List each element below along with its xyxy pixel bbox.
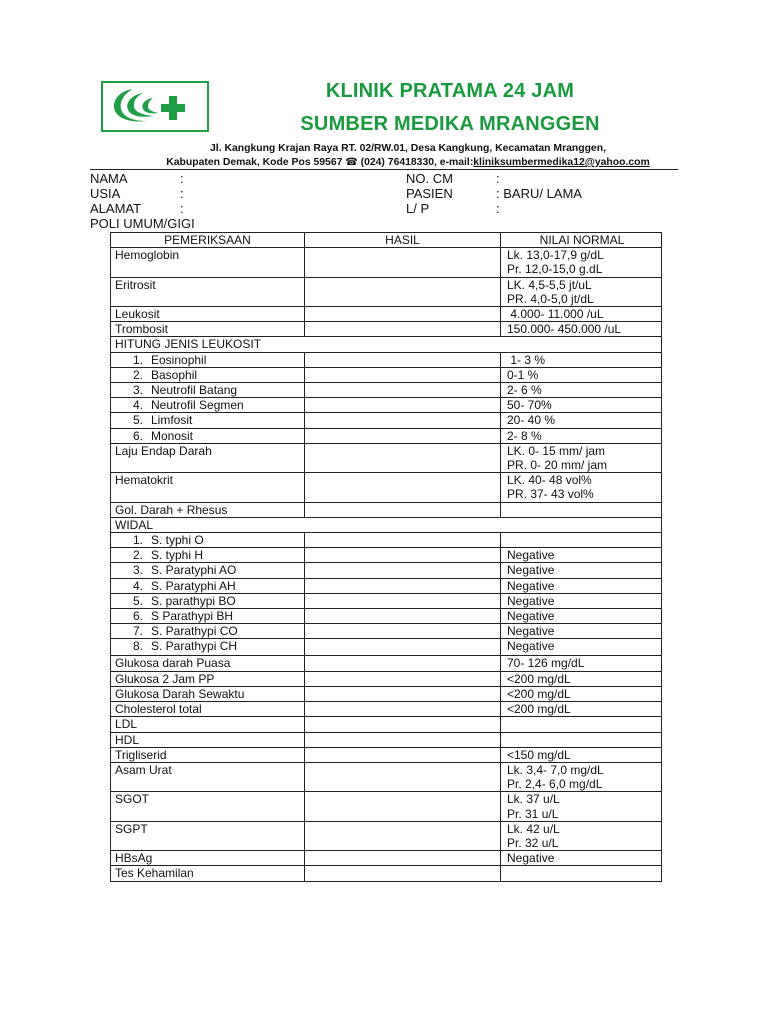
alamat-label: ALAMAT	[90, 201, 142, 216]
nocm-label: NO. CM	[406, 171, 453, 186]
item-number: 4.	[132, 578, 143, 593]
exam-name-cell	[111, 517, 662, 532]
exam-name-cell	[111, 443, 305, 472]
column-header: HASIL	[305, 233, 501, 248]
normal-value-cell	[501, 732, 662, 747]
pasien-value: : BARU/ LAMA	[496, 186, 582, 201]
normal-value-cell	[501, 821, 662, 850]
normal-value-cell	[501, 762, 662, 791]
result-cell[interactable]	[305, 307, 501, 322]
result-cell[interactable]	[305, 352, 501, 367]
table-row	[111, 732, 662, 747]
exam-name: Glukosa 2 Jam PP	[115, 671, 215, 686]
normal-value: 150.000- 450.000 /uL	[507, 322, 622, 337]
table-row	[111, 473, 662, 502]
table-row	[111, 352, 662, 367]
normal-value: Lk. 37 u/L	[507, 792, 560, 807]
result-cell[interactable]	[305, 624, 501, 639]
exam-name-cell	[111, 656, 305, 671]
exam-name-cell	[111, 367, 305, 382]
result-cell[interactable]	[305, 686, 501, 701]
normal-value: Lk. 13,0-17,9 g/dL	[507, 248, 604, 263]
exam-name: Laju Endap Darah	[115, 443, 212, 458]
exam-name: S. typhi H	[151, 548, 204, 563]
clinic-logo-icon	[103, 83, 207, 130]
exam-name: Monosit	[151, 428, 194, 443]
normal-value: Negative	[507, 593, 555, 608]
exam-name: Limfosit	[151, 413, 193, 428]
normal-value: Negative	[507, 563, 555, 578]
exam-name: Hematokrit	[115, 473, 174, 488]
pasien-label: PASIEN	[406, 186, 453, 201]
exam-name-cell	[111, 821, 305, 850]
nocm-colon: :	[496, 171, 500, 186]
exam-name: S. parathypi BO	[151, 593, 236, 608]
nama-label: NAMA	[90, 171, 128, 186]
result-cell[interactable]	[305, 717, 501, 732]
exam-name-cell	[111, 866, 305, 881]
normal-value-cell	[501, 578, 662, 593]
table-row	[111, 624, 662, 639]
lp-label: L/ P	[406, 201, 430, 216]
exam-name-cell	[111, 702, 305, 717]
table-row	[111, 717, 662, 732]
result-cell[interactable]	[305, 398, 501, 413]
table-row	[111, 533, 662, 548]
nama-colon: :	[180, 171, 184, 186]
table-row	[111, 747, 662, 762]
exam-name-cell	[111, 352, 305, 367]
item-number: 5.	[132, 593, 143, 608]
address-text: Kabupaten Demak, Kode Pos 59567	[166, 157, 343, 168]
result-cell[interactable]	[305, 702, 501, 717]
exam-name: SGPT	[115, 821, 148, 836]
exam-name: Neutrofil Segmen	[151, 398, 244, 413]
exam-name: HITUNG JENIS LEUKOSIT	[115, 337, 262, 352]
exam-name-cell	[111, 533, 305, 548]
normal-value: 1- 3 %	[507, 352, 546, 367]
table-row	[111, 383, 662, 398]
exam-name: WIDAL	[115, 517, 154, 532]
result-cell[interactable]	[305, 277, 501, 306]
column-header: PEMERIKSAAN	[111, 233, 305, 248]
normal-value-cell	[501, 443, 662, 472]
exam-name: LDL	[115, 717, 138, 732]
table-row	[111, 702, 662, 717]
result-cell[interactable]	[305, 732, 501, 747]
result-cell[interactable]	[305, 413, 501, 428]
email-link[interactable]: kliniksumbermedika12@yahoo.com	[473, 157, 650, 168]
table-row	[111, 656, 662, 671]
exam-name-cell	[111, 413, 305, 428]
normal-value-cell	[501, 307, 662, 322]
result-cell[interactable]	[305, 248, 501, 277]
normal-value-cell	[501, 656, 662, 671]
item-number: 3.	[132, 563, 143, 578]
normal-value-cell	[501, 686, 662, 701]
exam-name-cell	[111, 473, 305, 502]
normal-value: Pr. 12,0-15,0 g.dL	[507, 262, 603, 277]
clinic-logo	[101, 81, 209, 132]
normal-value-cell	[501, 548, 662, 563]
table-row	[111, 337, 662, 352]
normal-value	[507, 503, 657, 517]
exam-name: Eosinophil	[151, 352, 207, 367]
normal-value-cell	[501, 671, 662, 686]
exam-name: S. typhi O	[151, 533, 204, 548]
item-number: 6.	[132, 428, 143, 443]
normal-value	[507, 866, 657, 880]
item-number: 2.	[132, 548, 143, 563]
item-number: 4.	[132, 398, 143, 413]
table-row	[111, 686, 662, 701]
normal-value-cell	[501, 473, 662, 502]
address-line2	[88, 157, 728, 168]
exam-name: Basophil	[151, 367, 198, 382]
normal-value-cell	[501, 248, 662, 277]
normal-value-cell	[501, 866, 662, 881]
table-row	[111, 248, 662, 277]
normal-value-cell	[501, 352, 662, 367]
lp-colon: :	[496, 201, 500, 216]
exam-name-cell	[111, 322, 305, 337]
exam-name-cell	[111, 502, 305, 517]
exam-name: Cholesterol total	[115, 702, 202, 717]
table-row	[111, 502, 662, 517]
item-number: 6.	[132, 609, 143, 624]
exam-name-cell	[111, 609, 305, 624]
exam-name-cell	[111, 639, 305, 656]
table-row	[111, 639, 662, 656]
normal-value: <200 mg/dL	[507, 702, 571, 717]
item-number: 1.	[132, 533, 143, 548]
exam-name: Glukosa darah Puasa	[115, 656, 231, 671]
normal-value: <200 mg/dL	[507, 671, 571, 686]
table-row	[111, 671, 662, 686]
normal-value: Pr. 2,4- 6,0 mg/dL	[507, 777, 603, 792]
table-row	[111, 443, 662, 472]
normal-value	[507, 533, 657, 547]
result-cell[interactable]	[305, 502, 501, 517]
table-row	[111, 322, 662, 337]
normal-value: LK. 4,5-5,5 jt/uL	[507, 277, 592, 292]
exam-name-cell	[111, 383, 305, 398]
result-cell[interactable]	[305, 671, 501, 686]
clinic-title-line1: KLINIK PRATAMA 24 JAM	[325, 80, 575, 102]
exam-name: S. Parathypi CO	[151, 624, 238, 639]
normal-value: Negative	[507, 578, 555, 593]
item-number: 2.	[132, 367, 143, 382]
normal-value-cell	[501, 563, 662, 578]
exam-name-cell	[111, 851, 305, 866]
normal-value-cell	[501, 702, 662, 717]
poli-label: POLI UMUM/GIGI	[90, 216, 195, 231]
normal-value-cell	[501, 624, 662, 639]
normal-value: 20- 40 %	[507, 413, 556, 428]
result-cell[interactable]	[305, 443, 501, 472]
result-cell[interactable]	[305, 593, 501, 608]
exam-name-cell	[111, 686, 305, 701]
table-row	[111, 398, 662, 413]
exam-name: Eritrosit	[115, 277, 156, 292]
normal-value-cell	[501, 609, 662, 624]
address-line1: Jl. Kangkung Krajan Raya RT. 02/RW.01, Desa Kangkung, Kecamatan Mranggen,	[210, 143, 606, 154]
table-row	[111, 517, 662, 532]
normal-value: Negative	[507, 609, 555, 624]
exam-name-cell	[111, 717, 305, 732]
column-header: NILAI NORMAL	[501, 233, 662, 248]
exam-name: Trigliserid	[115, 747, 167, 762]
normal-value: Negative	[507, 548, 555, 563]
normal-value-cell	[501, 717, 662, 732]
header-divider	[90, 169, 678, 170]
result-cell[interactable]	[305, 656, 501, 671]
normal-value-cell	[501, 383, 662, 398]
normal-value-cell	[501, 398, 662, 413]
normal-value-cell	[501, 533, 662, 548]
exam-name-cell	[111, 337, 662, 352]
exam-name-cell	[111, 747, 305, 762]
normal-value: 70- 126 mg/dL	[507, 656, 585, 671]
exam-name: Trombosit	[115, 322, 168, 337]
exam-name: Leukosit	[115, 307, 160, 322]
exam-name: Glukosa Darah Sewaktu	[115, 686, 245, 701]
result-cell[interactable]	[305, 428, 501, 443]
table-row	[111, 821, 662, 850]
table-row	[111, 866, 662, 881]
result-cell[interactable]	[305, 821, 501, 850]
exam-name-cell	[111, 792, 305, 821]
result-cell[interactable]	[305, 383, 501, 398]
normal-value: LK. 40- 48 vol%	[507, 473, 592, 488]
normal-value: <200 mg/dL	[507, 686, 571, 701]
result-cell[interactable]	[305, 851, 501, 866]
normal-value: 2- 6 %	[507, 383, 542, 398]
item-number: 8.	[132, 639, 143, 654]
normal-value: 0-1 %	[507, 367, 539, 382]
exam-name: HDL	[115, 732, 140, 747]
clinic-title-line2: SUMBER MEDIKA MRANGGEN	[300, 113, 600, 135]
result-cell[interactable]	[305, 609, 501, 624]
normal-value-cell	[501, 593, 662, 608]
exam-name-cell	[111, 548, 305, 563]
normal-value-cell	[501, 413, 662, 428]
normal-value-cell	[501, 851, 662, 866]
exam-name-cell	[111, 428, 305, 443]
exam-name: Asam Urat	[115, 762, 172, 777]
normal-value: PR. 4,0-5,0 jt/dL	[507, 291, 594, 306]
usia-label: USIA	[90, 186, 121, 201]
normal-value: Negative	[507, 851, 555, 866]
table-row	[111, 428, 662, 443]
normal-value: <150 mg/dL	[507, 747, 571, 762]
item-number: 3.	[132, 383, 143, 398]
exam-name-cell	[111, 624, 305, 639]
exam-name-cell	[111, 762, 305, 791]
exam-name: S Parathypi BH	[151, 609, 234, 624]
phone-icon: ☎	[345, 157, 358, 168]
normal-value-cell	[501, 428, 662, 443]
exam-name: Hemoglobin	[115, 248, 180, 263]
exam-name-cell	[111, 671, 305, 686]
normal-value-cell	[501, 639, 662, 656]
exam-name-cell	[111, 593, 305, 608]
normal-value: Pr. 31 u/L	[507, 806, 559, 821]
result-cell[interactable]	[305, 762, 501, 791]
table-row	[111, 307, 662, 322]
exam-name: HBsAg	[115, 851, 153, 866]
result-cell[interactable]	[305, 639, 501, 656]
exam-name-cell	[111, 277, 305, 306]
normal-value-cell	[501, 792, 662, 821]
normal-value: 2- 8 %	[507, 428, 542, 443]
exam-name-cell	[111, 563, 305, 578]
result-cell[interactable]	[305, 367, 501, 382]
normal-value: Lk. 3,4- 7,0 mg/dL	[507, 762, 604, 777]
result-cell[interactable]	[305, 747, 501, 762]
exam-name-cell	[111, 398, 305, 413]
normal-value: PR. 37- 43 vol%	[507, 487, 594, 502]
usia-colon: :	[180, 186, 184, 201]
table-row	[111, 762, 662, 791]
result-cell[interactable]	[305, 563, 501, 578]
normal-value: Negative	[507, 624, 555, 639]
exam-name: Neutrofil Batang	[151, 383, 238, 398]
normal-value-cell	[501, 502, 662, 517]
normal-value: PR. 0- 20 mm/ jam	[507, 458, 608, 473]
table-row	[111, 578, 662, 593]
result-cell[interactable]	[305, 322, 501, 337]
table-row	[111, 609, 662, 624]
table-row	[111, 413, 662, 428]
table-header-row	[111, 233, 662, 248]
table-row	[111, 851, 662, 866]
table-row	[111, 563, 662, 578]
table-row	[111, 367, 662, 382]
result-cell[interactable]	[305, 578, 501, 593]
phone-email-label: (024) 76418330, e-mail:	[360, 157, 474, 168]
normal-value: Lk. 42 u/L	[507, 821, 560, 836]
table-row	[111, 548, 662, 563]
normal-value-cell	[501, 322, 662, 337]
item-number: 5.	[132, 413, 143, 428]
normal-value: 4.000- 11.000 /uL	[507, 307, 604, 322]
result-cell[interactable]	[305, 473, 501, 502]
normal-value-cell	[501, 277, 662, 306]
result-cell[interactable]	[305, 792, 501, 821]
exam-name-cell	[111, 248, 305, 277]
result-cell[interactable]	[305, 866, 501, 881]
exam-name: Tes Kehamilan	[115, 866, 194, 881]
table-row	[111, 792, 662, 821]
normal-value-cell	[501, 367, 662, 382]
alamat-colon: :	[180, 201, 184, 216]
normal-value	[507, 733, 657, 747]
normal-value: Pr. 32 u/L	[507, 835, 559, 850]
table-row	[111, 593, 662, 608]
exam-name-cell	[111, 578, 305, 593]
result-cell[interactable]	[305, 533, 501, 548]
lab-results-table	[110, 232, 662, 882]
normal-value: 50- 70%	[507, 398, 552, 413]
table-row	[111, 277, 662, 306]
exam-name: SGOT	[115, 792, 150, 807]
exam-name-cell	[111, 732, 305, 747]
result-cell[interactable]	[305, 548, 501, 563]
exam-name-cell	[111, 307, 305, 322]
item-number: 1.	[132, 352, 143, 367]
exam-name: Gol. Darah + Rhesus	[115, 502, 228, 517]
normal-value	[507, 717, 657, 731]
normal-value: LK. 0- 15 mm/ jam	[507, 443, 606, 458]
item-number: 7.	[132, 624, 143, 639]
exam-name: S. Paratyphi AH	[151, 578, 236, 593]
exam-name: S. Paratyphi AO	[151, 563, 237, 578]
normal-value-cell	[501, 747, 662, 762]
normal-value: Negative	[507, 639, 555, 654]
exam-name: S. Parathypi CH	[151, 639, 238, 654]
